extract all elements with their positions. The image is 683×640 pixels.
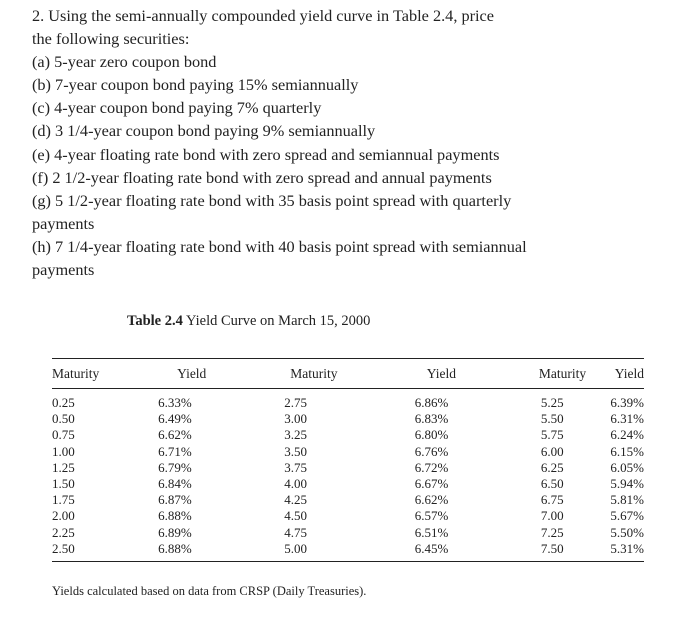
table-caption-text: Yield Curve on March 15, 2000 xyxy=(182,313,371,329)
question-line: payments xyxy=(32,260,95,280)
maturity-cell: 7.50 xyxy=(487,541,611,562)
yield-curve-table xyxy=(52,358,644,562)
yield-cell: 5.94% xyxy=(610,476,644,492)
yield-cell: 6.79% xyxy=(158,459,192,475)
table-row xyxy=(52,508,644,524)
yield-cell: 5.31% xyxy=(610,541,644,562)
yield-cell: 6.15% xyxy=(610,443,644,459)
question-line: (f) 2 1/2-year floating rate bond with zero spread and annual payments xyxy=(32,167,492,187)
table-footnote: Yields calculated based on data from CRSP (Daily Treasuries). xyxy=(52,584,367,598)
yield-cell: 6.87% xyxy=(158,492,192,508)
maturity-cell: 1.00 xyxy=(52,443,75,459)
maturity-cell: 1.75 xyxy=(52,492,75,508)
table-header-row xyxy=(52,359,644,389)
table-row xyxy=(52,411,644,427)
yield-cell: 6.51% xyxy=(414,524,449,540)
maturity-cell: 0.50 xyxy=(52,411,75,427)
table-row xyxy=(52,460,644,476)
header-yield-3: Yield xyxy=(610,359,644,389)
maturity-cell: 3.00 xyxy=(284,411,308,427)
maturity-cell: 4.25 xyxy=(284,492,308,508)
table-row xyxy=(52,427,644,443)
yield-cell: 6.57% xyxy=(414,508,449,524)
table-body xyxy=(52,389,644,562)
yield-cell: 6.62% xyxy=(414,492,449,508)
yield-cell: 6.76% xyxy=(414,443,449,459)
yield-cell: 6.62% xyxy=(158,427,192,443)
yield-cell: 6.88% xyxy=(111,541,236,562)
maturity-cell: 4.50 xyxy=(284,508,308,524)
question-line: payments xyxy=(32,213,95,233)
yield-cell: 6.86% xyxy=(414,395,449,410)
table-row xyxy=(52,444,644,460)
table-row xyxy=(52,492,644,508)
table-caption-label: Table 2.4 xyxy=(127,313,183,329)
yield-cell: 6.24% xyxy=(610,427,644,443)
table-row xyxy=(52,389,644,412)
maturity-cell: 5.75 xyxy=(540,427,564,443)
maturity-cell: 7.00 xyxy=(540,508,564,524)
table-row xyxy=(52,541,644,562)
yield-cell: 6.71% xyxy=(158,443,192,459)
yield-cell: 5.81% xyxy=(610,492,644,508)
maturity-cell: 6.50 xyxy=(540,476,564,492)
maturity-cell: 5.00 xyxy=(236,541,362,562)
yield-cell: 5.67% xyxy=(610,508,644,524)
maturity-cell: 2.00 xyxy=(52,508,75,524)
yield-cell: 6.39% xyxy=(610,395,644,410)
maturity-cell: 3.50 xyxy=(284,443,308,459)
table-row xyxy=(52,525,644,541)
yield-cell: 6.49% xyxy=(158,411,192,427)
question-line: (c) 4-year coupon bond paying 7% quarterly xyxy=(32,98,322,118)
table-caption xyxy=(127,313,370,330)
header-maturity-1: Maturity xyxy=(52,359,111,389)
question-line: 2. Using the semi-annually compounded yield curve in Table 2.4, price xyxy=(32,6,495,25)
yield-cell: 6.72% xyxy=(414,459,449,475)
yield-cell: 6.80% xyxy=(414,427,449,443)
yield-cell: 6.05% xyxy=(610,459,644,475)
question-line: (b) 7-year coupon bond paying 15% semiannually xyxy=(32,75,359,95)
question-line: (e) 4-year floating rate bond with zero spread and semiannual payments xyxy=(32,144,500,164)
maturity-cell: 0.75 xyxy=(52,427,75,443)
question-line: (a) 5-year zero coupon bond xyxy=(32,52,217,72)
maturity-cell: 3.75 xyxy=(284,459,308,475)
header-yield-1: Yield xyxy=(111,359,236,389)
question-line: (d) 3 1/4-year coupon bond paying 9% semiannually xyxy=(32,121,376,141)
maturity-cell: 6.75 xyxy=(540,492,564,508)
yield-cell: 6.67% xyxy=(414,476,449,492)
maturity-cell: 4.75 xyxy=(284,524,308,540)
yield-cell: 6.45% xyxy=(363,541,487,562)
maturity-cell: 6.00 xyxy=(540,443,564,459)
yield-cell: 6.31% xyxy=(610,411,644,427)
header-maturity-2: Maturity xyxy=(236,359,362,389)
maturity-cell: 1.50 xyxy=(52,476,75,492)
maturity-cell: 2.25 xyxy=(52,524,75,540)
header-maturity-3: Maturity xyxy=(487,359,611,389)
question-line: the following securities: xyxy=(32,29,190,49)
table-row xyxy=(52,476,644,492)
yield-cell: 6.33% xyxy=(158,395,192,410)
maturity-cell: 5.50 xyxy=(540,411,564,427)
maturity-cell: 0.25 xyxy=(52,395,75,410)
question-line: (h) 7 1/4-year floating rate bond with 40 basis point spread with semiannual xyxy=(32,236,527,256)
yield-cell: 6.84% xyxy=(158,476,192,492)
maturity-cell: 4.00 xyxy=(284,476,308,492)
yield-cell: 5.50% xyxy=(610,524,644,540)
maturity-cell: 5.25 xyxy=(540,395,564,410)
maturity-cell: 6.25 xyxy=(540,459,564,475)
maturity-cell: 2.75 xyxy=(284,395,308,410)
maturity-cell: 7.25 xyxy=(540,524,564,540)
maturity-cell: 2.50 xyxy=(52,541,111,562)
yield-cell: 6.88% xyxy=(158,508,192,524)
maturity-cell: 1.25 xyxy=(52,459,75,475)
yield-cell: 6.83% xyxy=(414,411,449,427)
yield-cell: 6.89% xyxy=(158,524,192,540)
maturity-cell: 3.25 xyxy=(284,427,308,443)
question-text xyxy=(32,4,672,281)
question-line: (g) 5 1/2-year floating rate bond with 35 basis point spread with quarterly xyxy=(32,190,512,210)
header-yield-2: Yield xyxy=(363,359,487,389)
